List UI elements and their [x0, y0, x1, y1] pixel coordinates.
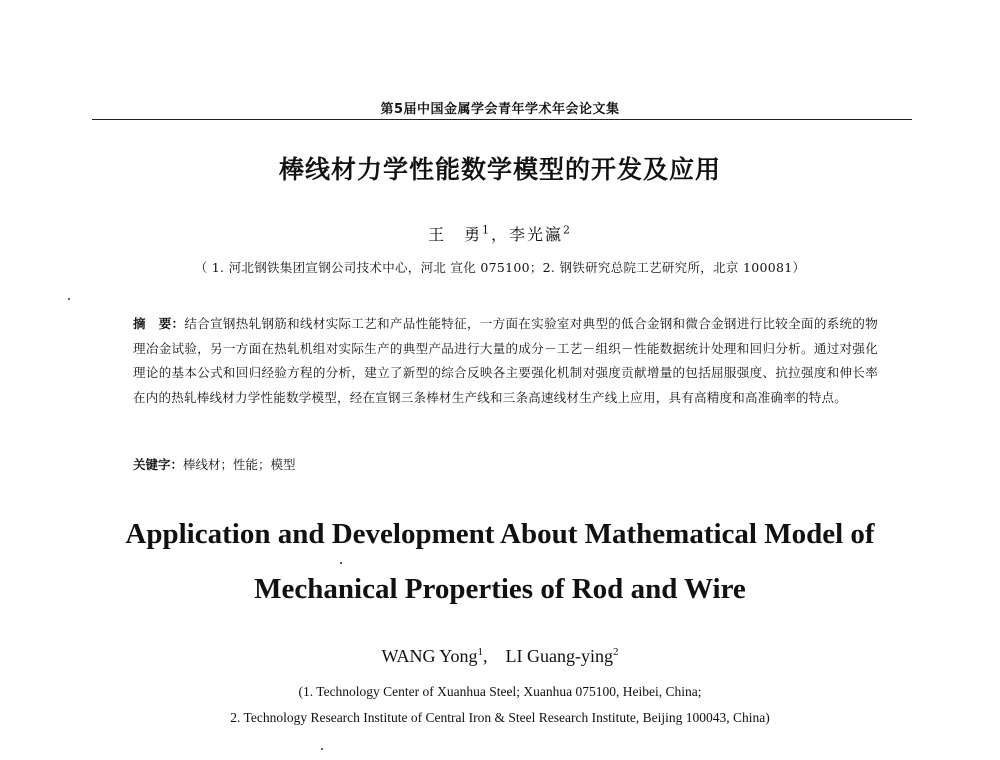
chinese-authors — [0, 222, 1000, 245]
header-rule — [92, 119, 912, 120]
english-affiliation-line-1: (1. Technology Center of Xuanhua Steel; Xuanhua 075100, Heibei, China; — [298, 684, 702, 699]
chinese-abstract — [133, 312, 878, 410]
english-author-1: WANG Yong — [381, 646, 478, 666]
chinese-title: 棒线材力学性能数学模型的开发及应用 — [278, 155, 721, 184]
english-author-separator: , — [483, 646, 506, 666]
english-author-2-sup: 2 — [613, 646, 619, 658]
chinese-keywords — [133, 455, 878, 473]
scan-speck — [340, 562, 342, 564]
running-header: 第5届中国金属学会青年学术年会论文集 — [380, 102, 620, 117]
abstract-label: 摘 要： — [133, 316, 185, 331]
chinese-author-1: 王 勇 — [427, 225, 482, 244]
english-affiliation-line-2: 2. Technology Research Institute of Central Iron & Steel Research Institute, Beijing 100043, China) — [230, 710, 770, 725]
english-author-1-sup: 1 — [477, 646, 484, 658]
keywords-text: 棒线材；性能；模型 — [183, 457, 296, 472]
keywords-label: 关键字： — [133, 457, 184, 472]
chinese-author-1-sup: 1 — [481, 223, 491, 237]
scan-speck — [321, 748, 323, 750]
english-authors — [0, 646, 1000, 667]
english-author-2: LI Guang-ying — [505, 646, 613, 666]
english-title-line-2: Mechanical Properties of Rod and Wire — [254, 573, 746, 605]
chinese-author-2: 李光瀛 — [509, 225, 564, 244]
abstract-text: 结合宣钢热轧钢筋和线材实际工艺和产品性能特征，一方面在实验室对典型的低合金钢和微合金钢进行比较全面的系统的物理冶金试验，另一方面在热轧机组对实际生产的典型产品进行大量的成分－工艺－组织－性能数据统计处理和回归分析。通过对强化理论的基本公式和回归经验方程的分析，建立了新型的综合反映各主要强化机制对强度贡献增量的包括屈服强度、抗拉强度和伸长率在内的热轧棒线材力学性能数学模型，经在宣钢三条棒材生产线和三条高速线材生产线上应用，具有高精度和高准确率的特点。 — [133, 316, 878, 405]
chinese-author-separator: ， — [490, 225, 509, 244]
english-title-line-1: Application and Development About Mathematical Model of — [125, 518, 875, 550]
chinese-affiliation: （ 1. 河北钢铁集团宣钢公司技术中心，河北 宣化 075100；2. 钢铁研究总院工艺研究所，北京 100081） — [194, 260, 806, 275]
scan-speck — [68, 298, 70, 300]
chinese-author-2-sup: 2 — [563, 223, 573, 237]
